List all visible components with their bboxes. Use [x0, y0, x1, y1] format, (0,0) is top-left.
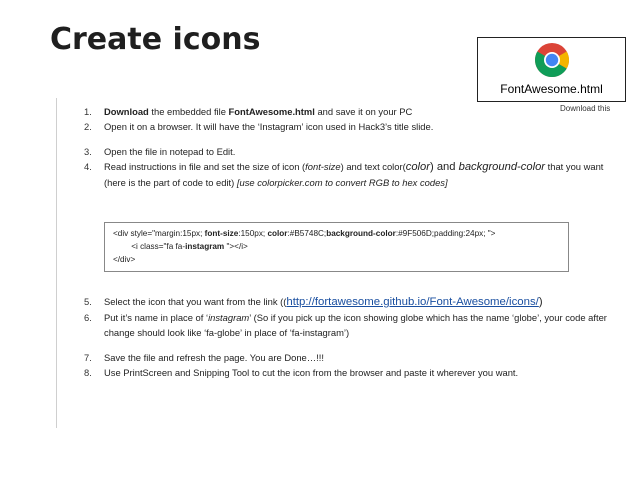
- step-number: 6.: [84, 312, 92, 323]
- list-item: [84, 119, 609, 134]
- steps-list-top: [84, 104, 609, 190]
- code-line: </div>: [113, 255, 136, 264]
- list-item: [84, 104, 609, 119]
- list-item: [84, 159, 609, 190]
- list-item: [84, 294, 609, 310]
- chrome-icon: [534, 42, 570, 78]
- step-number: 4.: [84, 161, 92, 172]
- embedded-file-object[interactable]: [477, 37, 626, 102]
- left-divider: [56, 98, 57, 428]
- step-number: 7.: [84, 352, 92, 363]
- code-line: <div style="margin:15px; font-size:150px; color:#B5748C;background-color:#9F506D;padding:24px; ">: [113, 229, 496, 238]
- code-line: <i class="fa fa-instagram "></i>: [113, 242, 248, 251]
- list-item: [84, 310, 609, 340]
- slide-title: Create icons: [50, 22, 261, 57]
- steps-list-bottom: [84, 294, 609, 380]
- step-text: Use PrintScreen and Snipping Tool to cut the icon from the browser and paste it wherever you want.: [104, 367, 519, 378]
- step-text: Save the file and refresh the page. You are Done…!!!: [104, 352, 324, 363]
- download-caption: Download this: [560, 104, 611, 113]
- list-item: [84, 365, 609, 380]
- step-text: Open it on a browser. It will have the ‘Instagram’ icon used in Hack3’s title slide.: [104, 121, 434, 132]
- code-snippet: [104, 222, 569, 272]
- step-number: 5.: [84, 296, 92, 307]
- step-number: 3.: [84, 146, 92, 157]
- step-number: 2.: [84, 121, 92, 132]
- step-text: Read instructions in file and set the size of icon (font-size) and text color(color) and background-color that you want (here is the part of code to edit) [use colorpicker.com to convert RGB to hex codes]: [104, 161, 604, 188]
- file-label: FontAwesome.html: [500, 82, 603, 96]
- step-number: 1.: [84, 106, 92, 117]
- list-item: [84, 350, 609, 365]
- font-awesome-link[interactable]: http://fortawesome.github.io/Font-Awesome/icons/: [286, 296, 539, 308]
- step-text: Download the embedded file FontAwesome.html and save it on your PC: [104, 106, 413, 117]
- step-text: Open the file in notepad to Edit.: [104, 146, 236, 157]
- step-text: Select the icon that you want from the link ((http://fortawesome.github.io/Font-Awesome/icons/): [104, 296, 543, 308]
- step-text: Put it’s name in place of ‘instagram’ (So if you pick up the icon showing globe which has the name ‘globe’, your code after change should look like ‘fa-globe’ in place of ‘fa-instagram’): [104, 312, 607, 338]
- list-item: [84, 144, 609, 159]
- step-number: 8.: [84, 367, 92, 378]
